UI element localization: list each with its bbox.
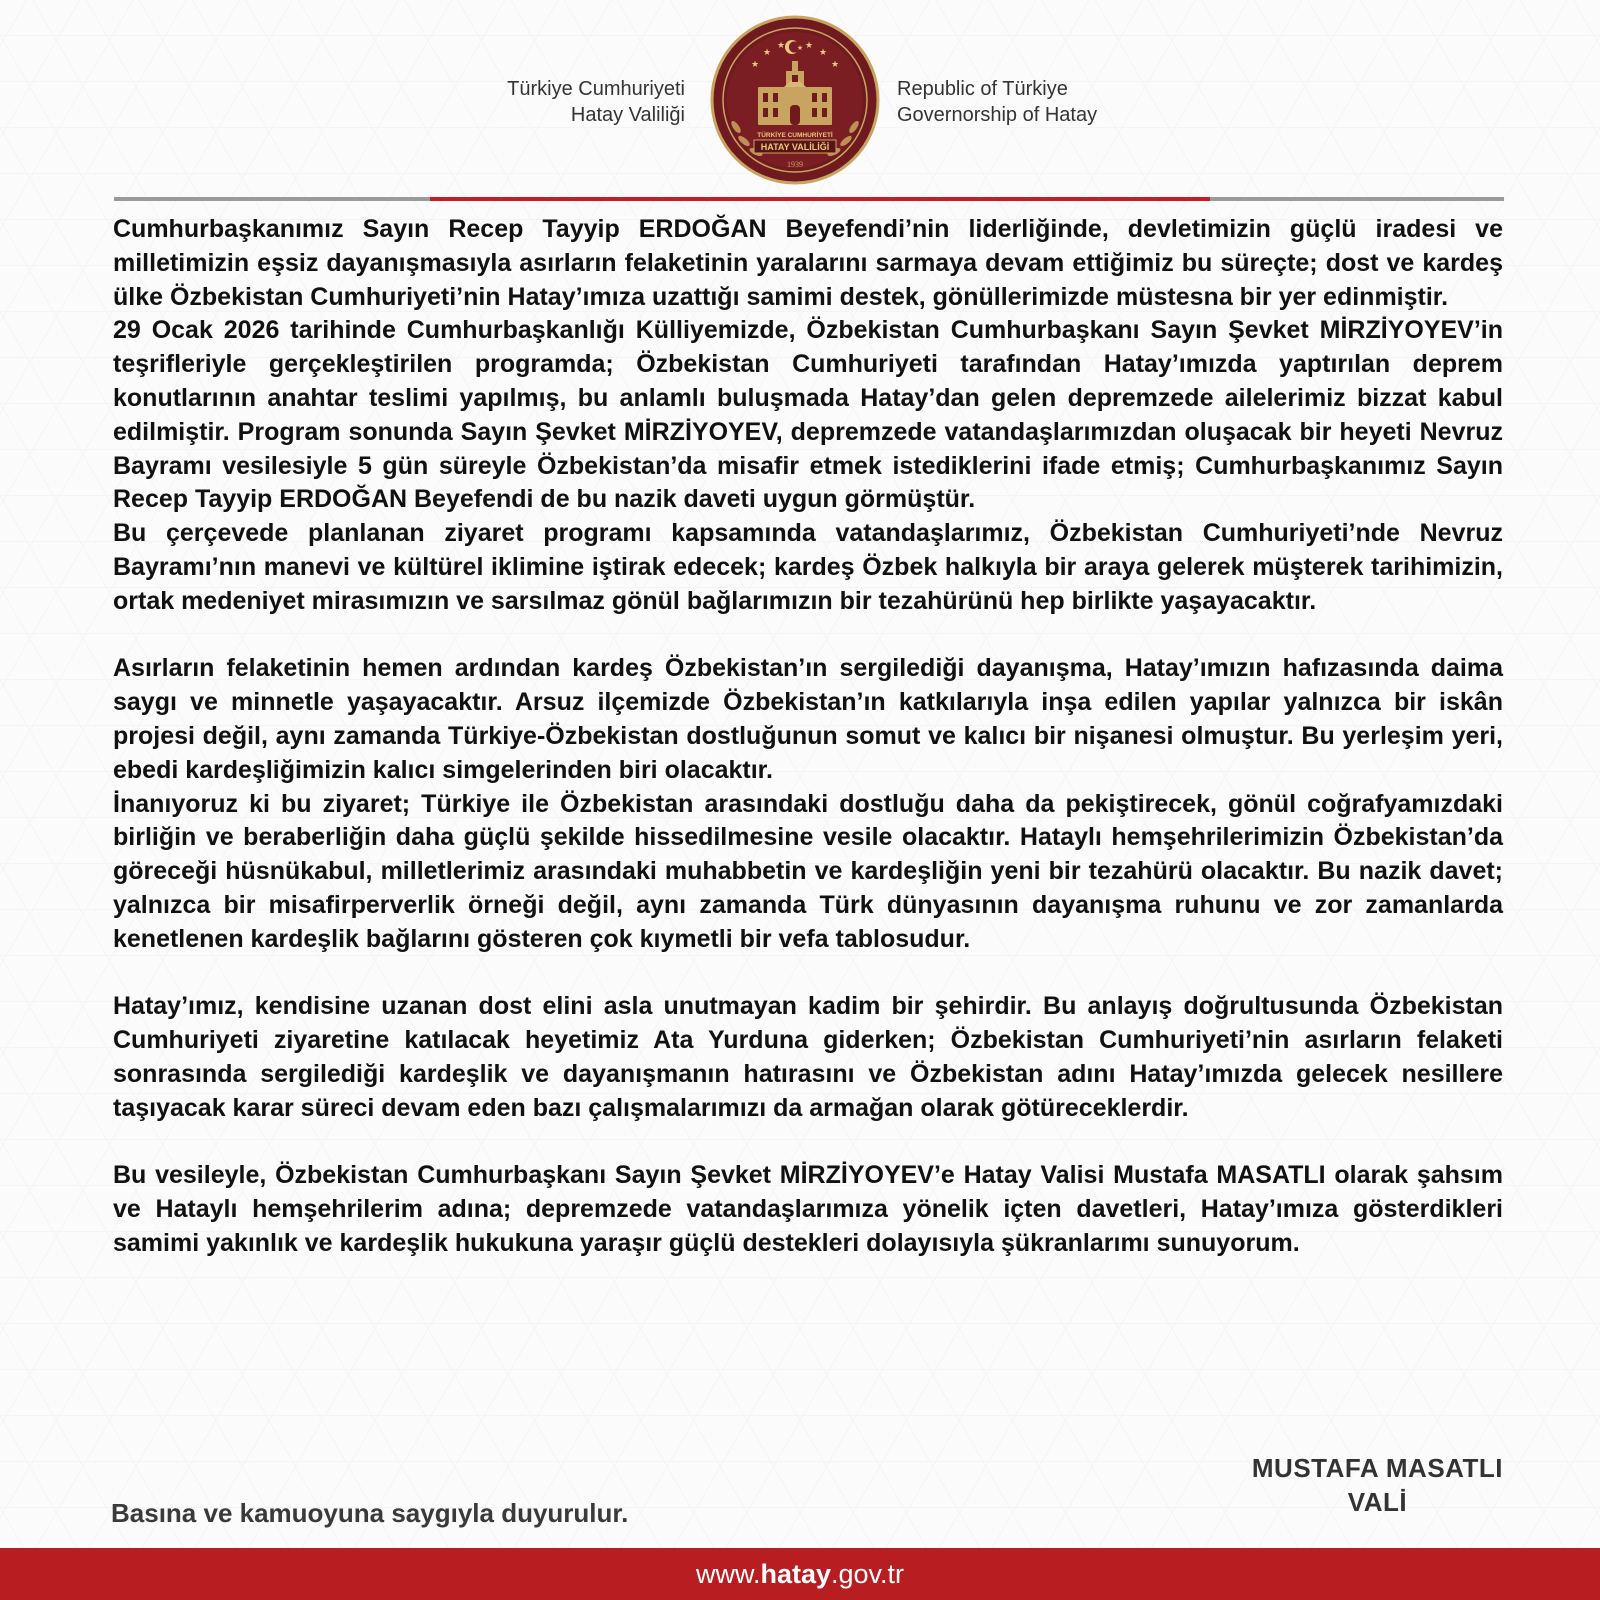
letterhead-turkish (507, 76, 685, 128)
footer-url-prefix: www. (695, 1559, 761, 1589)
svg-text:★: ★ (776, 41, 786, 51)
governorship-seal-logo (710, 15, 880, 185)
seal-main-text: HATAY VALİLİĞİ (760, 142, 830, 152)
footer-bar (0, 1548, 1600, 1600)
paragraph-5: İnanıyoruz ki bu ziyaret; Türkiye ile Özbekistan arasındaki dostluğu daha da pekiştirecek, gönül coğrafyamızdaki birliğin ve beraberliğin daha güçlü şekilde hissedilmesine vesile olacaktır. Hataylı hemşehrilerimizin Özbekistan’da göreceği hüsnükabul, milletlerimiz arasındaki muhabbetin ve kardeşliğin yeni bir tezahürü olacaktır. Bu nazik davet; yalnızca bir misafirperverlik örneği değil, aynı zamanda Türk dünyasının dayanışma ruhunu ve zor zamanlarda kenetlenen kardeşlik bağlarını gösteren çok kıymetli bir vefa tablosudur. (113, 789, 1503, 953)
paragraph-3: Bu çerçevede planlanan ziyaret programı kapsamında vatandaşlarımız, Özbekistan Cumhuriyeti’nde Nevruz Bayramı’nın manevi ve kültürel iklimine iştirak edecek; kardeş Özbek halkıyla bir araya gelerek müşterek tarihimizin, ortak medeniyet mirasımızın ve sarsılmaz gönül bağlarımızın bir tezahürünü hep birlikte yaşayacaktır. (113, 519, 1503, 615)
letterhead-english-line2: Governorship of Hatay (897, 104, 1098, 126)
signature-block (1252, 1451, 1503, 1519)
footer-url-suffix: .gov.tr (831, 1559, 905, 1589)
header-divider-accent (430, 197, 1210, 201)
svg-text:★: ★ (762, 48, 772, 58)
footer-url[interactable] (696, 1559, 904, 1589)
press-release-body (113, 213, 1503, 1261)
paragraph-2: 29 Ocak 2026 tarihinde Cumhurbaşkanlığı Külliyemizde, Özbekistan Cumhurbaşkanı Sayın Şevket MİRZİYOYEV’in teşrifleriyle gerçekleştirilen programda; Özbekistan Cumhuriyeti tarafından Hatay’ımızda yaptırılan deprem konutlarının anahtar teslimi yapılmış, bu anlamlı buluşmada Hatay’dan gelen depremzede ailelerimiz bizzat kabul edilmiştir. Program sonunda Sayın Şevket MİRZİYOYEV, depremzede vatandaşlarımızdan oluşacak bir heyeti Nevruz Bayramı vesilesiyle 5 gün süreyle Özbekistan’da misafir etmek istediklerini ifade etmiş; Cumhurbaşkanımız Sayın Recep Tayyip ERDOĞAN Beyefendi de bu nazik daveti uygun görmüştür. (113, 316, 1503, 514)
letterhead-turkish-line1: Türkiye Cumhuriyeti (507, 78, 685, 100)
letterhead (0, 0, 1600, 200)
signatory-name: MUSTAFA MASATLI (1251, 1453, 1503, 1483)
svg-text:★: ★ (830, 60, 840, 70)
svg-text:★: ★ (818, 48, 828, 58)
svg-text:★: ★ (796, 44, 804, 52)
seal-top-text: TÜRKİYE CUMHURİYETİ (757, 132, 833, 139)
svg-text:★: ★ (750, 60, 760, 70)
paragraph-4: Asırların felaketinin hemen ardından kardeş Özbekistan’ın sergilediği dayanışma, Hatay’ımızın hafızasında daima saygı ve minnetle yaşayacaktır. Arsuz ilçemizde Özbekistan’ın katkılarıyla inşa edilen yapılar yalnızca bir iskân projesi değil, aynı zamanda Türkiye-Özbekistan dostluğunun somut ve kalıcı bir nişanesi olmuştur. Bu yerleşim yeri, ebedi kardeşliğimizin kalıcı simgelerinden biri olacaktır. (113, 654, 1503, 784)
signatory-title: VALİ (1347, 1487, 1408, 1517)
seal-year: 1939 (787, 160, 803, 169)
letterhead-turkish-line2: Hatay Valiliği (570, 104, 685, 126)
closing-statement: Basına ve kamuoyuna saygıyla duyurulur. (111, 1498, 629, 1528)
svg-text:★: ★ (804, 41, 814, 51)
letterhead-english-line1: Republic of Türkiye (897, 78, 1068, 100)
footer-url-domain: hatay (760, 1559, 832, 1589)
paragraph-7: Bu vesileyle, Özbekistan Cumhurbaşkanı Sayın Şevket MİRZİYOYEV’e Hatay Valisi Mustafa MASATLI olarak şahsım ve Hataylı hemşehrilerim adına; depremzede vatandaşlarımıza yönelik içten davetleri, Hatay’ımıza gösterdikleri samimi yakınlık ve kardeşlik hukukuna yaraşır güçlü destekleri dolayısıyla şükranlarımı sunuyorum. (113, 1161, 1503, 1257)
paragraph-6: Hatay’ımız, kendisine uzanan dost elini asla unutmayan kadim bir şehirdir. Bu anlayış doğrultusunda Özbekistan Cumhuriyeti ziyaretine katılacak heyetimiz Ata Yurduna giderken; Özbekistan Cumhuriyeti’nin asırların felaketi sonrasında sergilediği kardeşlik ve dayanışmanın hatırasını ve Özbekistan adını Hatay’ımızda gelecek nesillere taşıyacak karar süreci devam eden bazı çalışmalarımızı da armağan olarak götüreceklerdir. (113, 992, 1503, 1122)
paragraph-1: Cumhurbaşkanımız Sayın Recep Tayyip ERDOĞAN Beyefendi’nin liderliğinde, devletimizin güçlü iradesi ve milletimizin eşsiz dayanışmasıyla asırların felaketinin yaralarını sarmaya devam ettiğimiz bu süreçte; dost ve kardeş ülke Özbekistan Cumhuriyeti’nin Hatay’ımıza uzattığı samimi destek, gönüllerimizde müstesna bir yer edinmiştir. (113, 215, 1503, 311)
letterhead-english (897, 76, 1097, 128)
